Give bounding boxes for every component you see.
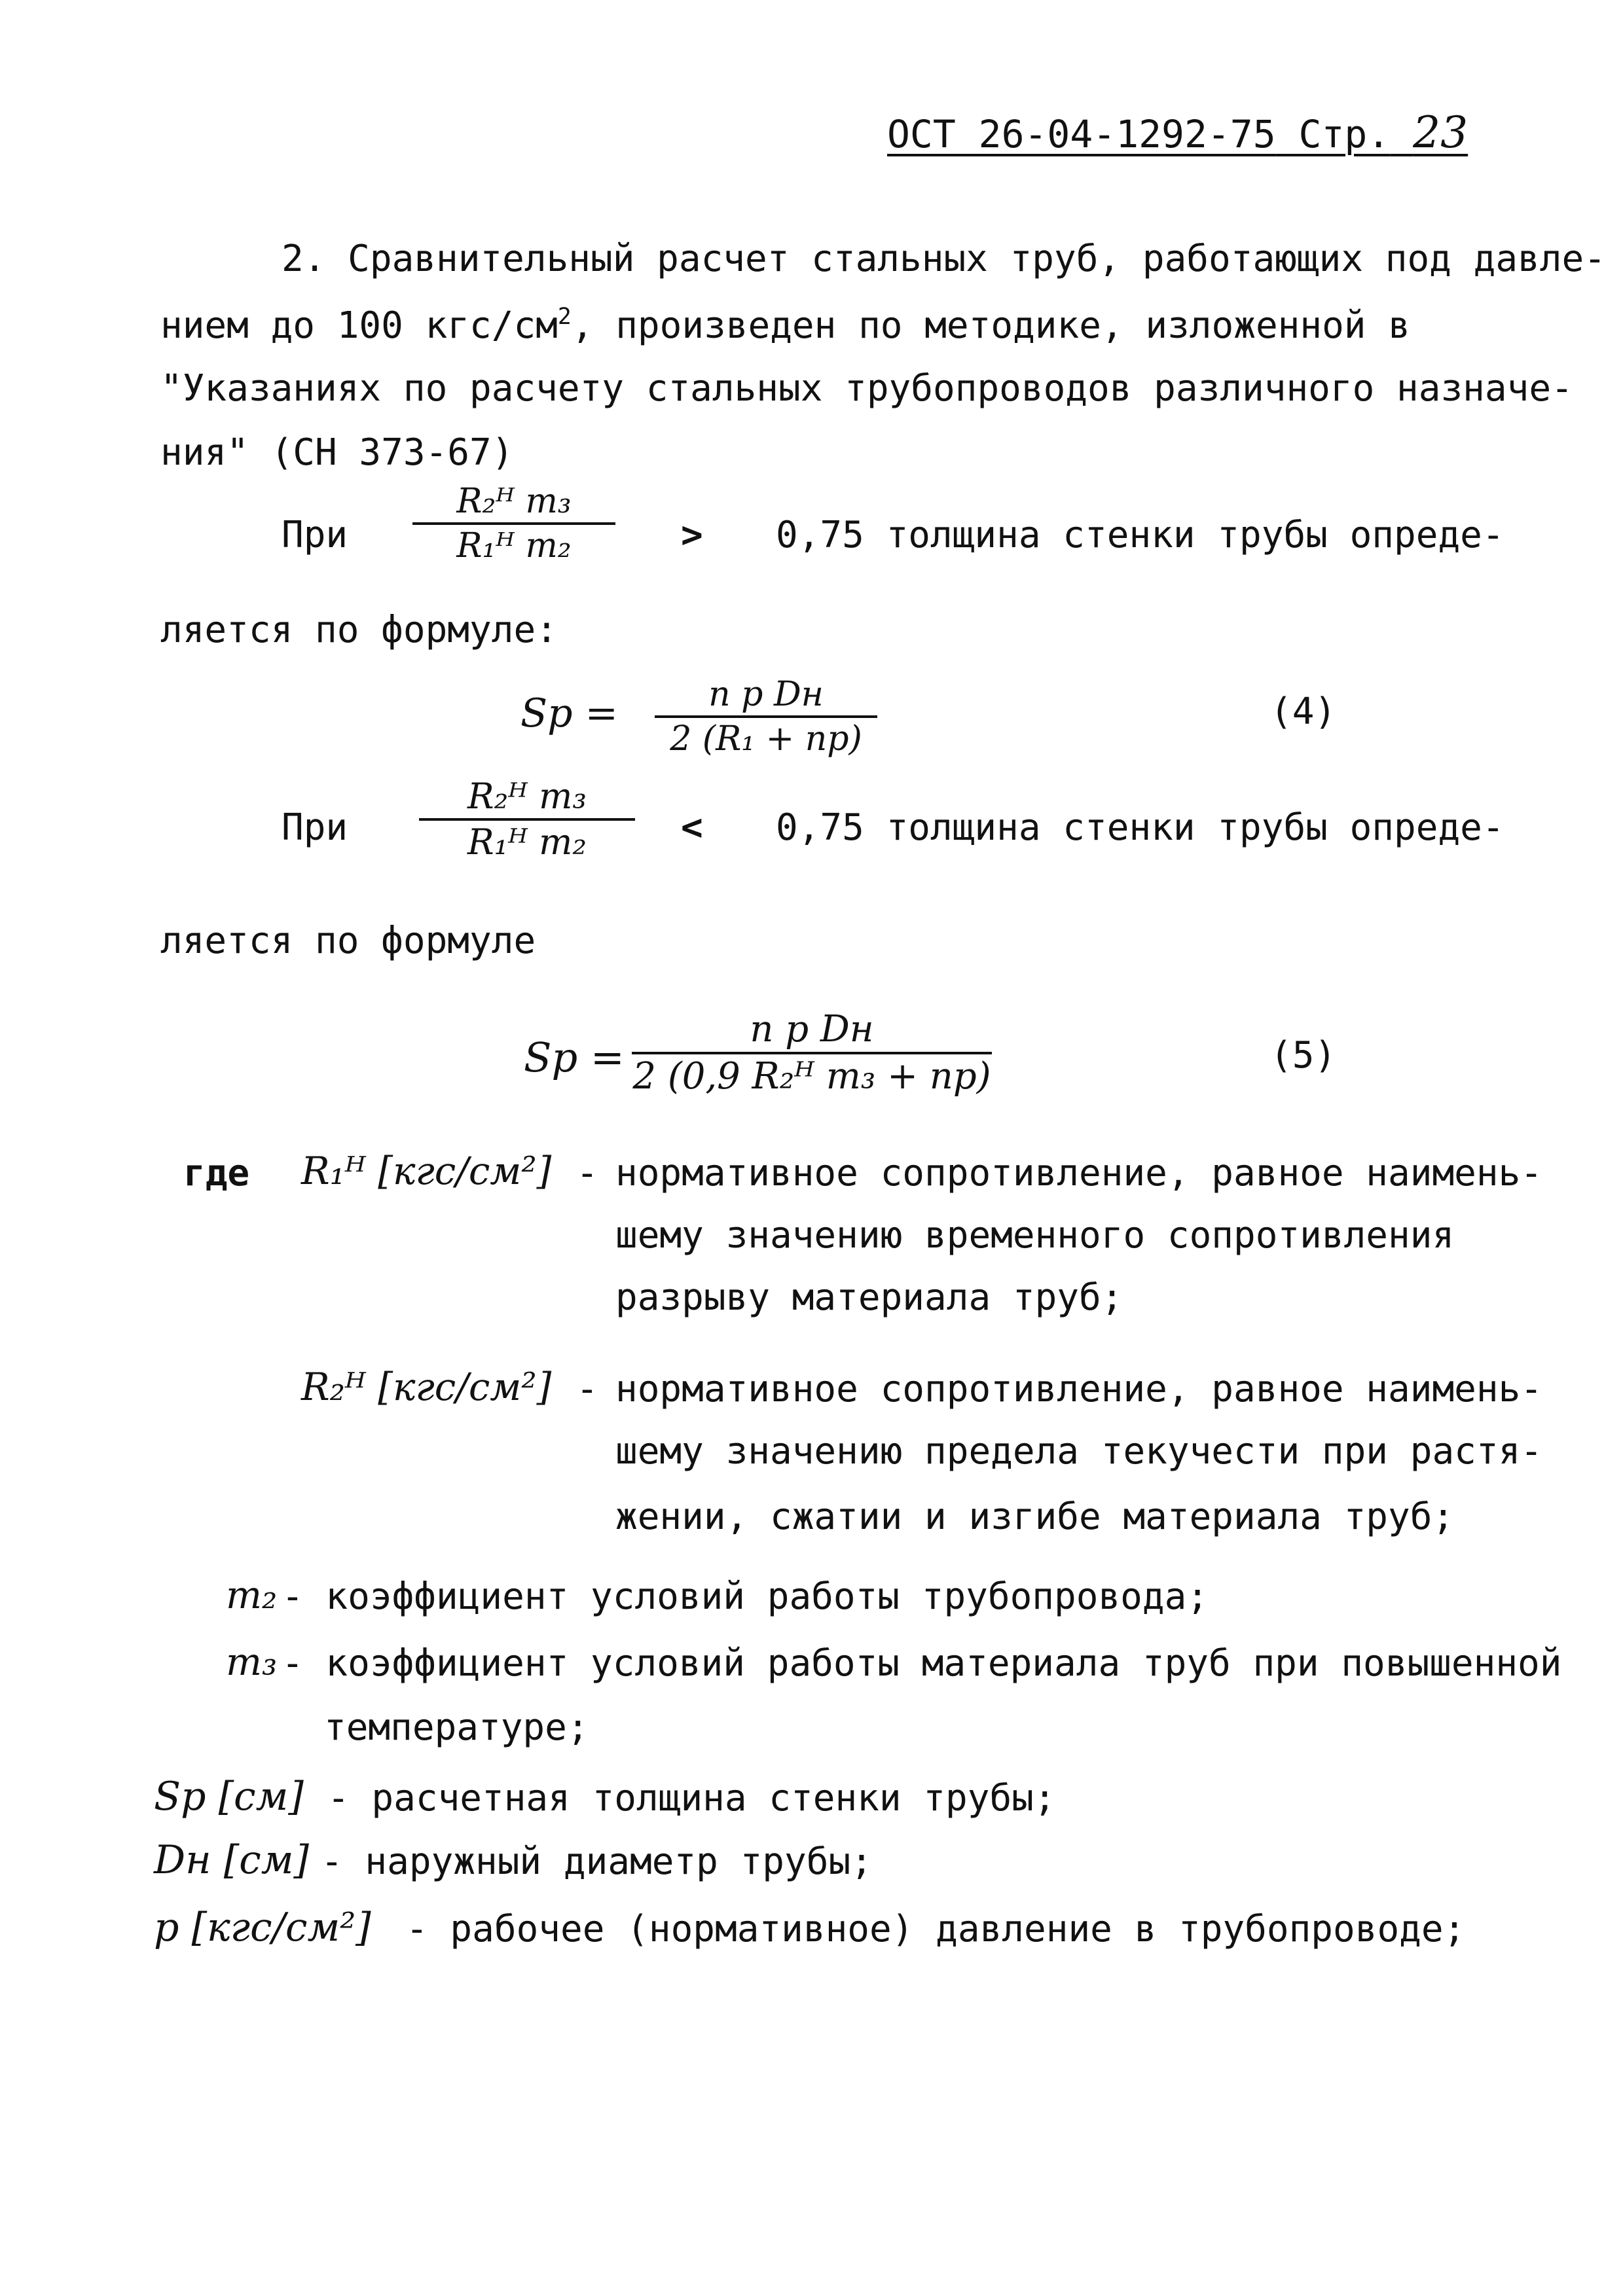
r2-symbol: R₂ᴴ [кгс/см²] [301,1365,552,1409]
formula4-fraction [655,675,877,759]
r1-line-3: разрыву материала труб; [615,1276,1123,1319]
r2-line-1: нормативное сопротивление, равное наимень- [615,1368,1543,1410]
dn-text: - наружный диаметр трубы; [321,1840,873,1883]
r1-line-1: нормативное сопротивление, равное наимень- [615,1152,1543,1194]
fraction-bar [655,715,877,718]
cond2-operator: < [681,806,703,849]
cond1-fraction [412,484,615,563]
paragraph-line-4: ния" (СН 373-67) [160,431,514,474]
formula5-lhs: Sр = [524,1033,625,1081]
r1-line-2: шему значению временного сопротивления [615,1214,1455,1257]
doc-code: ОСТ 26-04-1292-75 [887,112,1276,156]
cond1-operator: > [681,514,703,556]
power-two: 2 [557,304,572,330]
dn-symbol: Dн [см] [154,1837,309,1883]
m2-symbol: m₂ [226,1573,278,1617]
fraction-bar [632,1052,992,1054]
p-symbol: p [кгс/см²] [154,1905,371,1950]
p-text: - рабочее (нормативное) давление в трубопроводе; [406,1908,1466,1950]
fraction-bar [419,818,635,821]
cond2-numerator: R₂ᴴ m₃ [467,776,587,817]
formula5-label: (5) [1270,1034,1337,1077]
cond1-denominator: R₁ᴴ m₂ [456,526,572,565]
r2-line-2: шему значению предела текучести при растя- [615,1430,1543,1473]
formula4-numerator: n p Dн [708,675,824,714]
cond2-text: 0,75 толщина стенки трубы опреде- [776,806,1504,849]
m3-symbol: m₃ [226,1640,278,1684]
formula4-denominator: 2 (R₁ + np) [670,719,862,759]
formula5-fraction [632,1008,992,1098]
cond1-text: 0,75 толщина стенки трубы опреде- [776,514,1504,556]
r2-line-3: жении, сжатии и изгибе материала труб; [615,1496,1455,1538]
formula5-denominator: 2 (0,9 R₂ᴴ m₃ + np) [632,1055,991,1098]
r1-dash: - [576,1152,598,1194]
formula4-lhs: Sр = [520,691,618,736]
m3-text: - коэффициент условий работы материала труб при повышенной [282,1642,1562,1685]
m2-text: - коэффициент условий работы трубопровода; [282,1575,1209,1618]
cond2-denominator: R₁ᴴ m₂ [467,821,587,863]
paragraph-line-1: 2. Сравнительный расчет стальных труб, работающих под давле- [282,238,1606,280]
page-header [887,107,1468,158]
r2-dash: - [576,1368,598,1410]
where-label: где [183,1152,250,1194]
cond1-numerator: R₂ᴴ m₃ [456,482,572,521]
cond2-fraction [419,776,635,863]
m3-continuation: температуре; [324,1706,589,1749]
cond2-continuation: ляется по формуле [160,920,536,962]
paragraph-line-2: нием до 100 кгс/$см^2$, произведен по методике, изложенной в [160,304,1410,347]
paragraph-line-3: "Указаниях по расчету стальных трубопроводов различного назначе- [160,367,1573,410]
page-number: 23 [1413,107,1468,158]
cond1-pri: При [282,514,348,556]
sp-symbol: Sр [см] [154,1774,304,1820]
cond2-pri: При [282,806,348,849]
cond1-continuation: ляется по формуле: [160,609,558,651]
formula5-numerator: n p Dн [750,1008,874,1050]
r1-symbol: R₁ᴴ [кгс/см²] [301,1149,552,1193]
fraction-bar [412,522,615,525]
sp-text: - расчетная толщина стенки трубы; [327,1777,1056,1820]
formula4-label: (4) [1270,691,1337,733]
page-label: Стр. [1298,112,1391,156]
